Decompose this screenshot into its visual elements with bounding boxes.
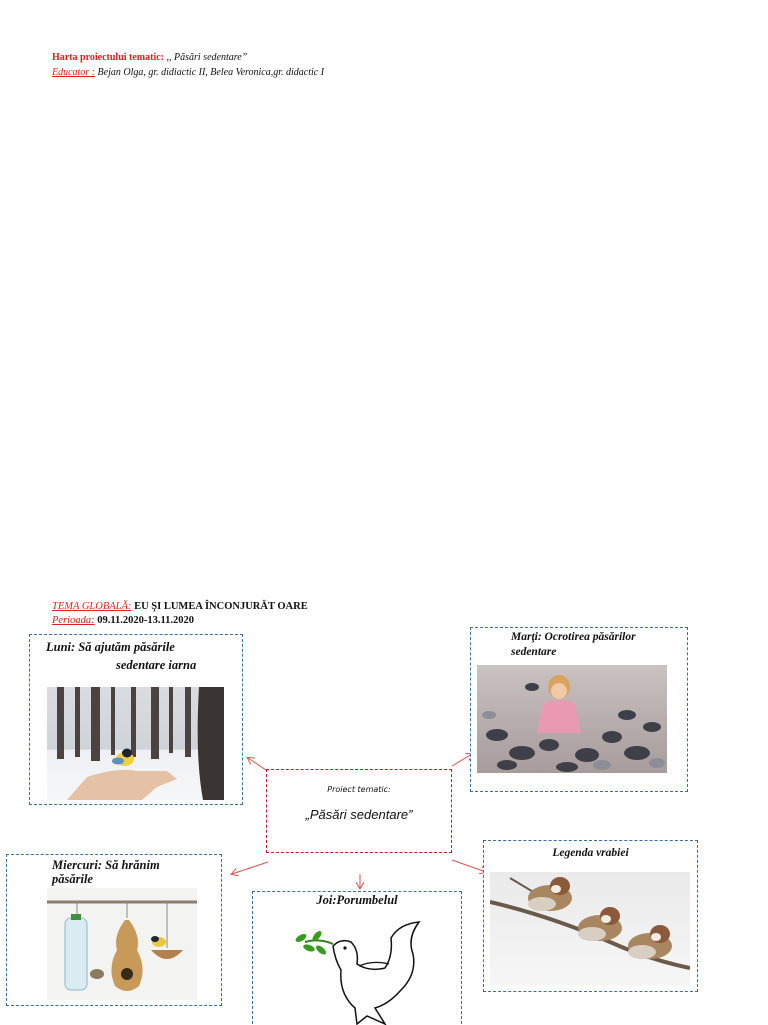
project-map-value: ,, Păsări sedentare”	[164, 52, 248, 63]
girl-with-pigeons-image	[477, 665, 667, 773]
arrow-to-miercuri	[232, 862, 268, 874]
sparrows-image	[490, 872, 690, 985]
vineri-title: Legenda vrabiei	[552, 847, 629, 859]
global-theme-label: TEMA GLOBALĂ:	[52, 601, 132, 612]
period-value: 09.11.2020-13.11.2020	[94, 615, 195, 626]
box-marti	[470, 627, 688, 792]
luni-winter-photo	[47, 687, 224, 800]
bird-feeder-image	[47, 888, 197, 1000]
winter-forest-image	[47, 687, 224, 800]
center-project-box	[266, 769, 452, 853]
luni-title-2: sedentare iarna	[116, 658, 197, 672]
educator-value: Bejan Olga, gr. didiactic II, Belea Veronica,gr. didactic I	[95, 67, 325, 78]
miercuri-feeder-photo	[47, 888, 197, 1000]
center-title: „Păsări sedentare”	[305, 807, 413, 822]
period-label: Perioada:	[52, 615, 95, 626]
project-map-label: Harta proiectului tematic:	[52, 52, 165, 63]
educator-label: Educator :	[52, 67, 96, 78]
arrow-to-marti	[452, 754, 472, 766]
vineri-sparrows-photo	[490, 872, 690, 985]
arrow-to-vineri	[452, 860, 486, 872]
miercuri-title-1: Miercuri: Să hrănim	[52, 858, 160, 872]
luni-title-1: Luni: Să ajutăm păsările	[46, 640, 175, 654]
marti-title-2: sedentare	[511, 646, 557, 658]
miercuri-title-2: păsările	[52, 872, 93, 886]
box-luni	[29, 634, 243, 805]
box-miercuri	[6, 854, 222, 1006]
marti-pigeons-photo	[477, 665, 667, 773]
joi-title: Joi:Porumbelul	[316, 893, 398, 907]
arrow-to-luni	[248, 758, 266, 770]
dove-image	[289, 920, 429, 1025]
box-joi	[252, 891, 462, 1024]
center-subtitle: Proiect tematic:	[327, 785, 391, 794]
global-theme-value: EU ŞI LUMEA ÎNCONJURĂT OARE	[131, 601, 308, 612]
marti-title-1: Marţi: Ocrotirea păsărilor	[511, 631, 636, 643]
box-vineri	[483, 840, 698, 992]
